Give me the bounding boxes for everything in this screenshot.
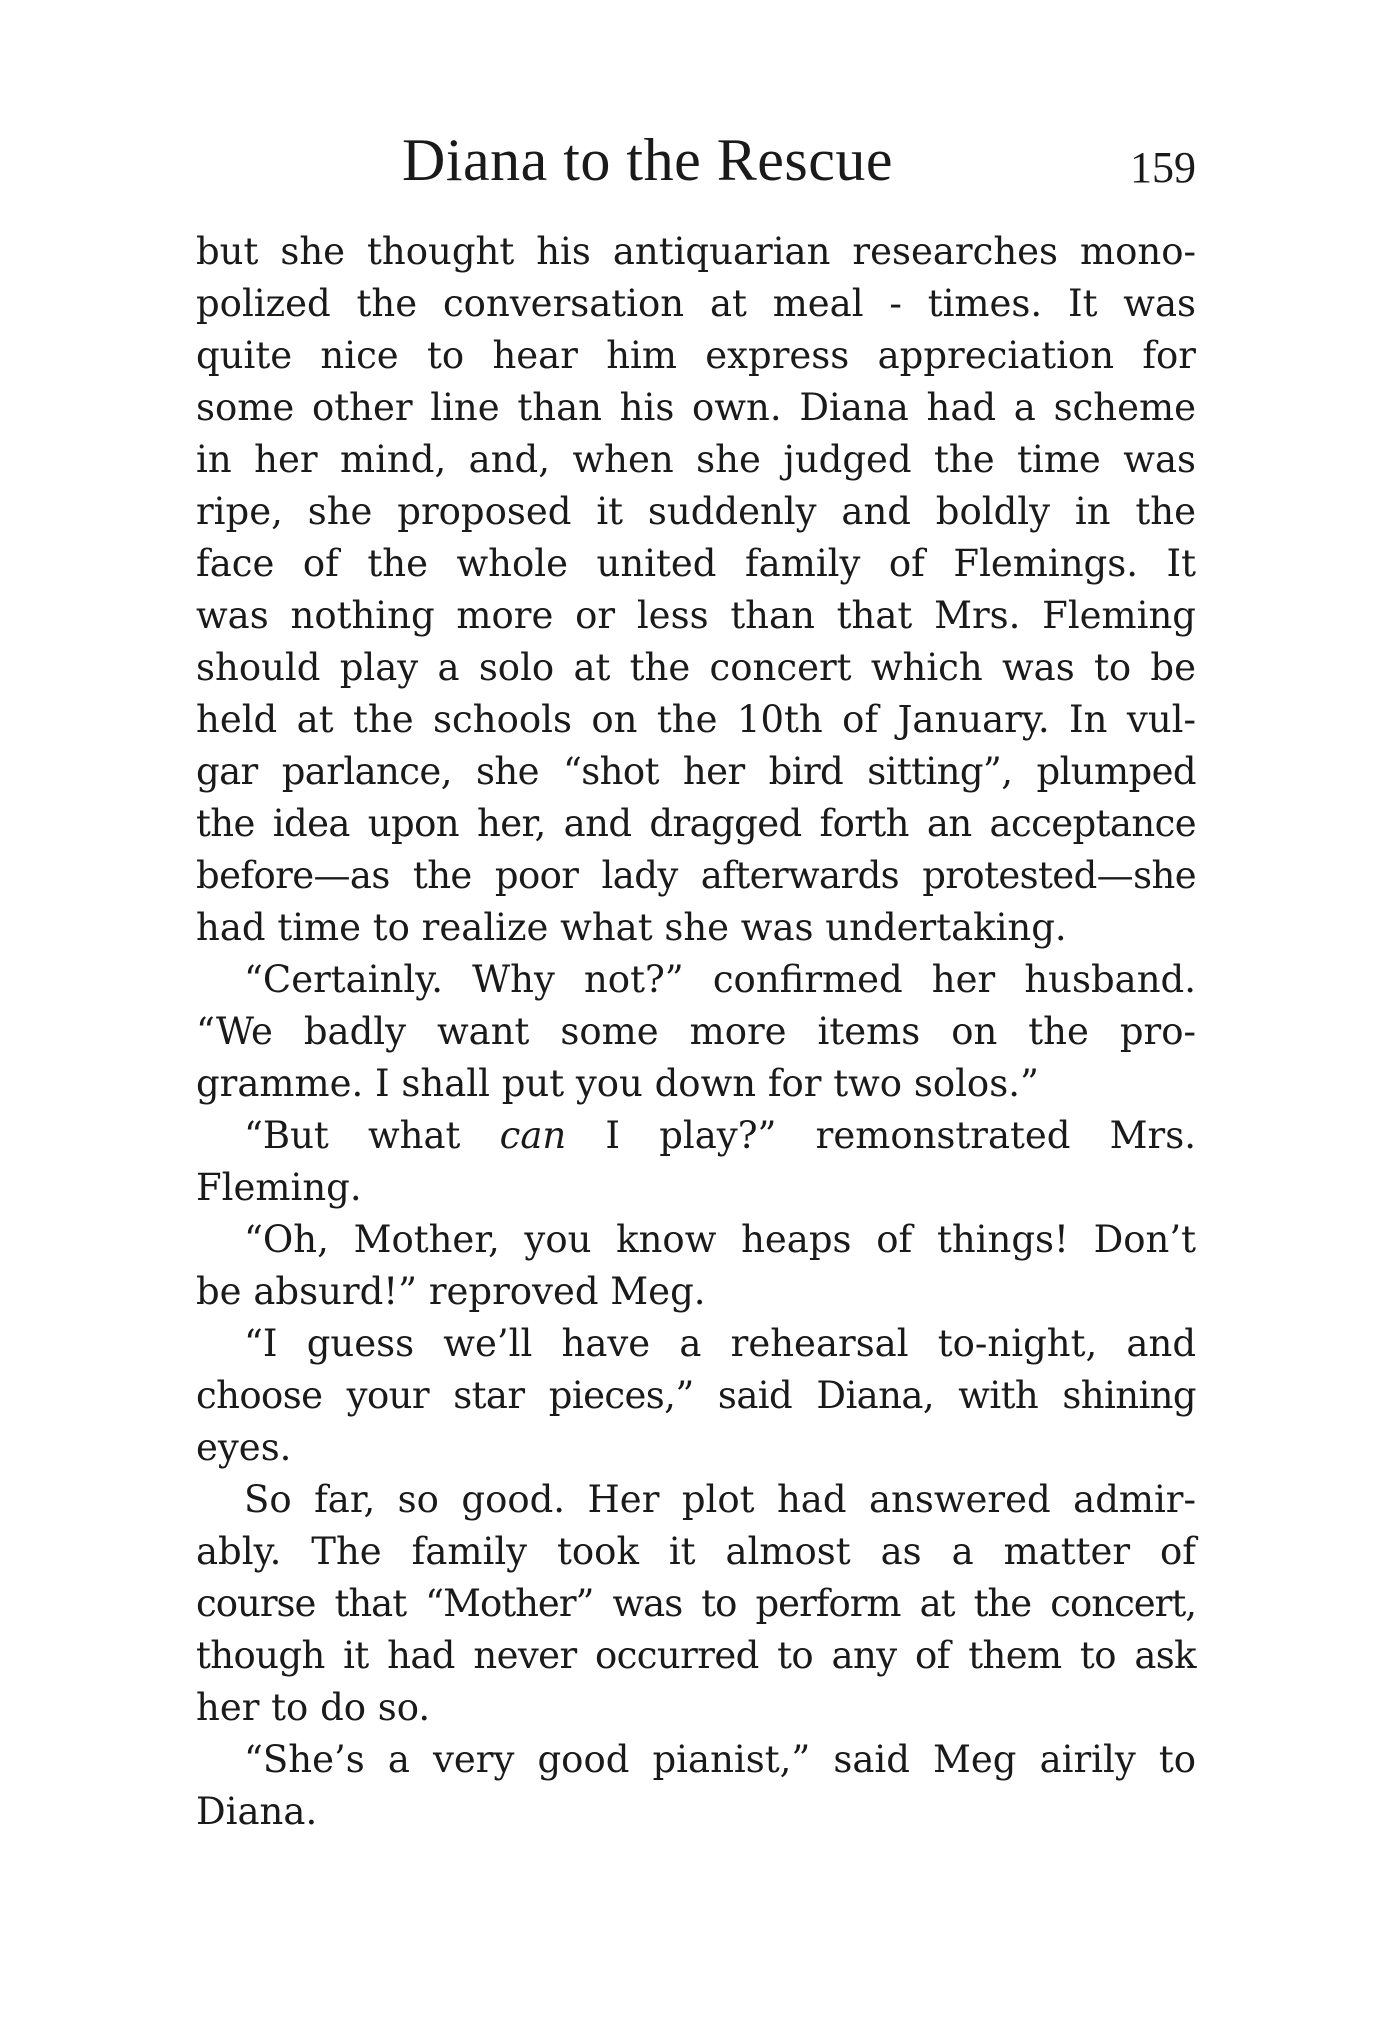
text-line: face of the whole united family of Flemings. It <box>196 542 1196 585</box>
text-line: but she thought his antiquarian researches mono- <box>196 230 1196 273</box>
text-line: before—as the poor lady afterwards protested—she <box>196 854 1196 897</box>
text-line: gar parlance, she “shot her bird sitting”, plumped <box>196 750 1196 793</box>
text-line: Fleming. <box>196 1166 362 1209</box>
running-head <box>196 120 1196 200</box>
text-line: ripe, she proposed it suddenly and boldly in the <box>196 490 1196 533</box>
text-line: should play a solo at the concert which was to be <box>196 646 1196 689</box>
text-line: her to do so. <box>196 1686 431 1729</box>
text-line: gramme. I shall put you down for two solos.” <box>196 1062 1039 1105</box>
text-line: some other line than his own. Diana had a scheme <box>196 386 1196 429</box>
text-line: was nothing more or less than that Mrs. Fleming <box>196 594 1196 637</box>
text-line: So far, so good. Her plot had answered admir- <box>244 1478 1196 1521</box>
running-title: Diana to the Rescue <box>402 127 893 193</box>
text-line: though it had never occurred to any of them to ask <box>196 1634 1196 1677</box>
emphasis: can <box>499 1114 567 1157</box>
text-line: Diana. <box>196 1790 318 1833</box>
text-line: had time to realize what she was undertaking. <box>196 906 1067 949</box>
text-line: ably. The family took it almost as a matter of <box>196 1530 1196 1573</box>
text-line: “She’s a very good pianist,” said Meg airily to <box>244 1738 1196 1781</box>
text-line: course that “Mother” was to perform at the concert, <box>196 1582 1196 1625</box>
text-line: eyes. <box>196 1426 292 1469</box>
text-line: “Oh, Mother, you know heaps of things! Don’t <box>244 1218 1196 1261</box>
body-text <box>196 226 1196 1838</box>
text-line: “But what can I play?” remonstrated Mrs. <box>244 1114 1196 1157</box>
page-number: 159 <box>1130 143 1196 192</box>
text-line: “I guess we’ll have a rehearsal to-night, and <box>244 1322 1196 1365</box>
text-line: in her mind, and, when she judged the time was <box>196 438 1196 481</box>
text-line: be absurd!” reproved Meg. <box>196 1270 706 1313</box>
text-line: polized the conversation at meal - times. It was <box>196 282 1196 325</box>
text-line: the idea upon her, and dragged forth an acceptance <box>196 802 1196 845</box>
text-line: quite nice to hear him express appreciation for <box>196 334 1196 377</box>
text-line: choose your star pieces,” said Diana, with shining <box>196 1374 1196 1417</box>
text-line: held at the schools on the 10th of January. In vul- <box>196 698 1196 741</box>
text-line: “Certainly. Why not?” confirmed her husband. <box>244 958 1196 1001</box>
text-line: “We badly want some more items on the pro- <box>196 1010 1196 1053</box>
